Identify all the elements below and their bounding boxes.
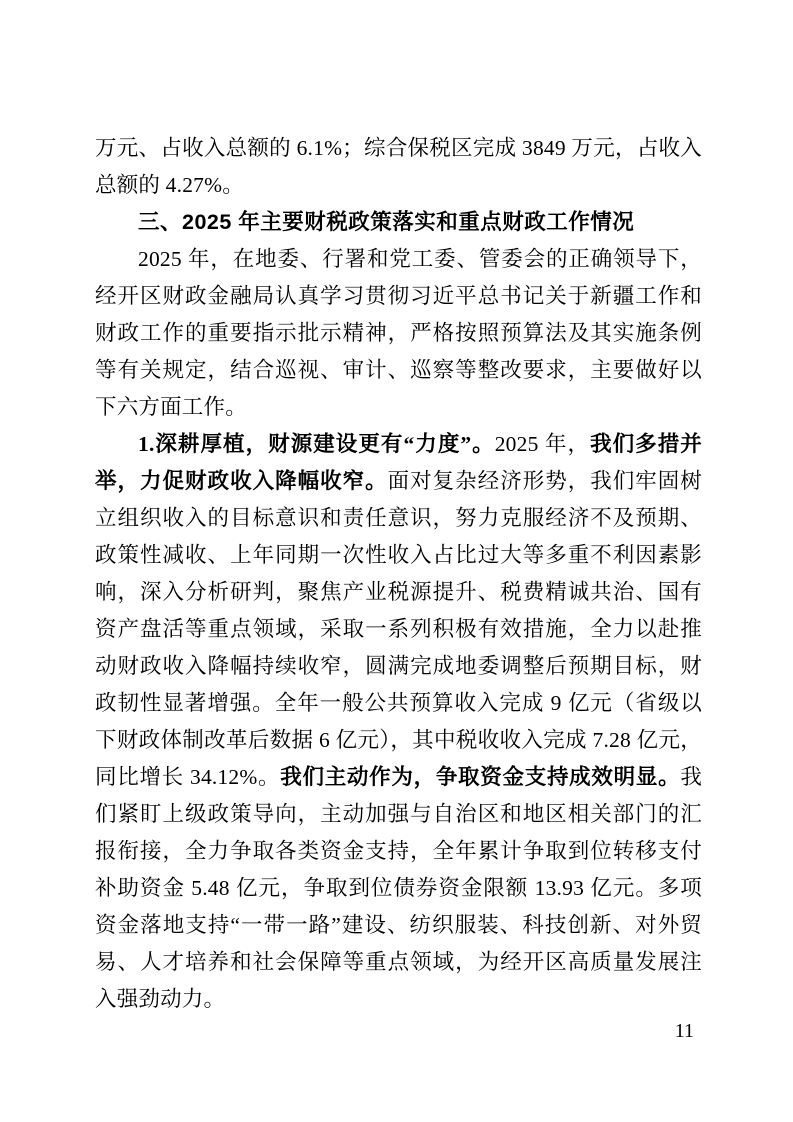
text-run: 2025 年，在地委、行署和党工委、管委会的正确领导下，经开区财政金融局认真学习贯彻习近平总书记关于新疆工作和财政工作的重要指示批示精神，严格按照预算法及其实施条例等有关规定，结合巡视、审计、巡察等整改要求，主要做好以下六方面工作。 <box>95 247 702 419</box>
text-run: 2025 年， <box>494 432 591 456</box>
text-run: 我们紧盯上级政策导向，主动加强与自治区和地区相关部门的汇报衔接，全力争取各类资金支持，全年累计争取到位转移支付补助资金 5.48 亿元，争取到位债券资金限额 13.93 亿元。多项资金落地支持“一带一路”建设、纺织服装、科技创新、对外贸易、人才培养和社会保障等重点领域，为经开区高质量发展注入强劲动力。 <box>95 765 703 1011</box>
page-number: 11 <box>674 1020 694 1042</box>
text-run: 1.深耕厚植，财源建设更有“力度”。 <box>138 432 495 456</box>
document-page-body <box>95 130 702 1018</box>
section-heading <box>95 204 702 241</box>
text-run: 面对复杂经济形势，我们牢固树立组织收入的目标意识和责任意识，努力克服经济不及预期、政策性减收、上年同期一次性收入占比过大等多重不利因素影响，深入分析研判，聚焦产业税源提升、税费精诚共治、国有资产盘活等重点领域，采取一系列积极有效措施，全力以赴推动财政收入降幅持续收窄，圆满完成地委调整后预期目标，财政韧性显著增强。全年一般公共预算收入完成 9 亿元（省级以下财政体制改革后数据 6 亿元），其中税收收入完成 7.28 亿元，同比增长 34.12%。 <box>95 469 702 789</box>
text-run: 三、2025 年主要财税政策落实和重点财政工作情况 <box>138 210 635 234</box>
paragraph <box>95 241 702 426</box>
paragraph <box>95 130 702 204</box>
text-run: 万元、占收入总额的 6.1%；综合保税区完成 3849 万元，占收入总额的 4.27%。 <box>95 136 702 197</box>
text-run: 我们多措并举，力促财政收入降幅收窄。 <box>95 432 702 493</box>
paragraph <box>95 426 702 1018</box>
text-run: 我们主动作为，争取资金支持成效明显。 <box>280 765 681 789</box>
